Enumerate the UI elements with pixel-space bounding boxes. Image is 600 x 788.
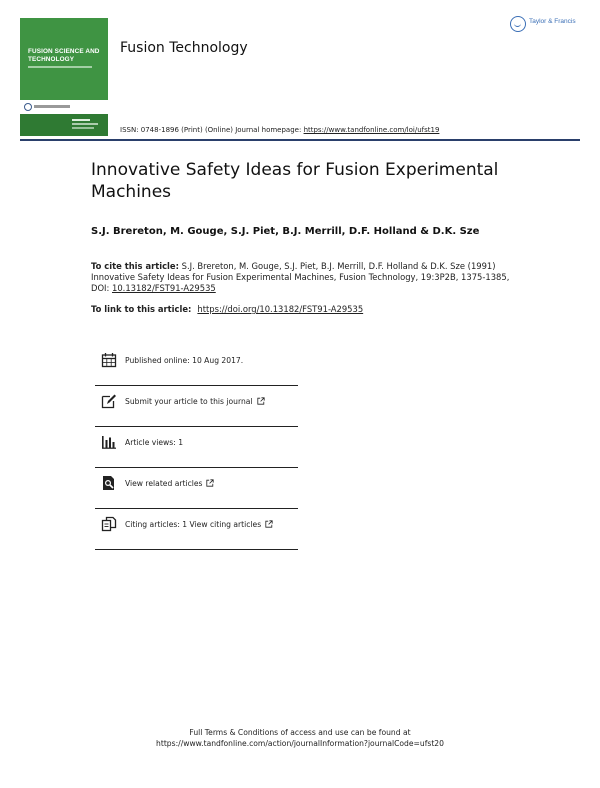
cover-subtitle-bar <box>28 66 92 68</box>
article-info-list <box>95 345 298 550</box>
article-authors: S.J. Brereton, M. Gouge, S.J. Piet, B.J. Merrill, D.F. Holland & D.K. Sze <box>91 226 480 237</box>
citation-label: To cite this article: <box>91 261 179 271</box>
citing-articles-link[interactable] <box>125 520 273 529</box>
submit-article-link[interactable] <box>125 397 265 406</box>
citation-doi-link[interactable]: 10.13182/FST91-A29535 <box>112 283 216 293</box>
publisher-globe-icon <box>510 16 526 32</box>
info-row-submit[interactable] <box>95 386 298 427</box>
cover-bottom-band <box>20 114 108 136</box>
journal-name: Fusion Technology <box>120 40 248 56</box>
submit-article-label: Submit your article to this journal <box>125 397 253 406</box>
external-link-icon <box>257 397 265 405</box>
cover-band-line <box>72 119 90 121</box>
article-link-block <box>91 304 363 314</box>
header-divider <box>20 139 580 141</box>
search-document-icon <box>101 475 117 491</box>
cover-logo-text <box>34 105 70 108</box>
external-link-icon <box>206 479 214 487</box>
cover-band-line <box>72 123 98 125</box>
citation-block <box>91 261 511 294</box>
copy-icon <box>101 516 117 532</box>
calendar-icon <box>101 352 117 368</box>
article-views-text: Article views: 1 <box>125 438 184 447</box>
citation-text: S.J. Brereton, M. Gouge, S.J. Piet, B.J. Merrill, D.F. Holland & D.K. Sze (1991) Innovative Safety Ideas for Fusion Experimental Machines, Fusion Technology, 19:3P2B, 1375-1385, DOI: <box>91 261 510 293</box>
related-articles-label: View related articles <box>125 479 203 488</box>
bar-chart-icon <box>101 434 117 450</box>
publisher-name: Taylor & Francis <box>529 18 576 25</box>
cover-title: FUSION SCIENCE AND TECHNOLOGY <box>28 48 100 63</box>
info-row-related[interactable] <box>95 468 298 509</box>
info-row-views <box>95 427 298 468</box>
external-link-icon <box>265 520 273 528</box>
citing-articles-label: Citing articles: 1 View citing articles <box>125 520 262 529</box>
terms-url-link[interactable]: https://www.tandfonline.com/action/journalInformation?journalCode=ufst20 <box>156 739 444 748</box>
edit-icon <box>101 393 117 409</box>
cover-top-panel <box>20 18 108 100</box>
issn-line <box>120 126 439 134</box>
info-row-published <box>95 345 298 386</box>
journal-homepage-link[interactable]: https://www.tandfonline.com/loi/ufst19 <box>303 126 440 134</box>
cover-band-line <box>72 127 94 129</box>
article-link-label: To link to this article: <box>91 304 192 314</box>
terms-footer <box>0 727 600 749</box>
published-online-text: Published online: 10 Aug 2017. <box>125 356 244 365</box>
related-articles-link[interactable] <box>125 479 214 488</box>
cover-society-logo-icon <box>24 103 32 111</box>
terms-line: Full Terms & Conditions of access and use can be found at <box>189 728 411 737</box>
publisher-logo[interactable] <box>510 15 582 37</box>
journal-cover[interactable] <box>20 18 108 136</box>
article-title: Innovative Safety Ideas for Fusion Experimental Machines <box>91 160 499 202</box>
info-row-citing[interactable] <box>95 509 298 550</box>
issn-text: ISSN: 0748-1896 (Print) (Online) Journal homepage: <box>120 126 304 134</box>
article-doi-url[interactable]: https://doi.org/10.13182/FST91-A29535 <box>197 304 364 314</box>
